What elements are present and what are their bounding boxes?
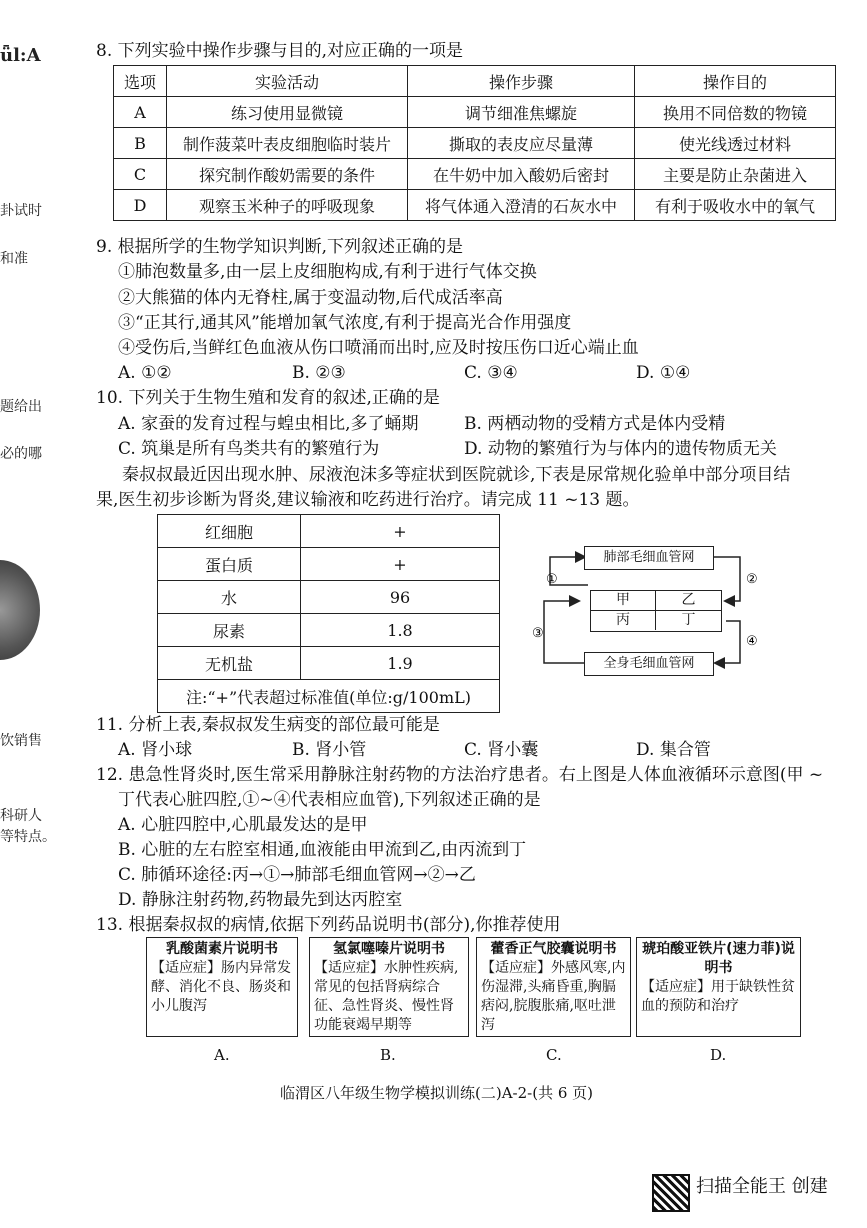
left-edge-text-3: 和准 <box>0 251 28 267</box>
case-intro-line-2: 果,医生初步诊断为肾炎,建议输液和吃药进行治疗。请完成 11 ~13 题。 <box>96 490 640 510</box>
table-cell: 换用不同倍数的物镜 <box>635 97 836 128</box>
table-cell: 无机盐 <box>158 647 301 680</box>
table-cell: 96 <box>301 581 500 614</box>
chamber-bing: 丙 <box>591 611 656 630</box>
table-row <box>114 97 836 128</box>
table-cell: 在牛奶中加入酸奶后密封 <box>408 159 635 190</box>
label-vessel-4: ④ <box>746 634 758 649</box>
option-c: C. 肾小囊 <box>464 740 539 760</box>
question-11-stem: 11. 分析上表,秦叔叔发生病变的部位最可能是 <box>96 715 440 735</box>
drug-title: 乳酸菌素片说明书 <box>166 941 278 957</box>
question-9-stem: 9. 根据所学的生物学知识判断,下列叙述正确的是 <box>96 237 464 257</box>
left-edge-text-1: ǖl:A <box>0 45 41 66</box>
drug-label-b: B. <box>380 1046 396 1064</box>
table-cell: 主要是防止杂菌进入 <box>635 159 836 190</box>
drug-title: 藿香正气胶囊说明书 <box>490 941 617 957</box>
option-a: A. ①② <box>118 363 172 383</box>
option-c: C. 筑巢是所有鸟类共有的繁殖行为 <box>118 439 380 459</box>
table-row <box>158 581 500 614</box>
drug-title: 氢氯噻嗪片说明书 <box>333 941 445 957</box>
chamber-ding: 丁 <box>681 612 696 628</box>
urine-test-table <box>157 514 500 713</box>
drug-body: 【适应症】水肿性疾病,常见的包括肾病综合征、急性肾炎、慢性肾功能衰竭早期等 <box>314 960 459 1033</box>
question-12-stem-line-2: 丁代表心脏四腔,①~④代表相应血管),下列叙述正确的是 <box>118 790 541 810</box>
header-cell: 实验活动 <box>167 66 408 97</box>
header-cell: 操作步骤 <box>408 66 635 97</box>
table-row <box>158 614 500 647</box>
label-vessel-1: ① <box>546 572 558 587</box>
left-edge-text-7: 科研人 <box>0 808 42 824</box>
table-cell: 调节细准焦螺旋 <box>408 97 635 128</box>
table-cell: A <box>114 97 167 128</box>
experiment-table <box>113 65 836 221</box>
table-cell: 探究制作酸奶需要的条件 <box>167 159 408 190</box>
statement-3: ③“正其行,通其风”能增加氧气浓度,有利于提高光合作用强度 <box>118 313 572 333</box>
heart-box <box>590 590 722 632</box>
drug-body: 【适应症】外感风寒,内伤湿滞,头痛昏重,胸膈痞闷,脘腹胀痛,呕吐泄泻 <box>481 960 626 1033</box>
table-row <box>158 515 500 548</box>
option-b: B. 心脏的左右腔室相通,血液能由甲流到乙,由丙流到丁 <box>118 840 527 860</box>
table-row <box>114 128 836 159</box>
option-d: D. ①④ <box>636 363 691 383</box>
table-cell: + <box>301 515 500 548</box>
virus-image <box>0 560 40 660</box>
drug-body: 【适应症】用于缺铁性贫血的预防和治疗 <box>641 979 795 1014</box>
table-row <box>158 548 500 581</box>
drug-card-c <box>476 937 631 1037</box>
table-cell: 水 <box>158 581 301 614</box>
option-c: C. ③④ <box>464 363 518 383</box>
question-8-stem: 8. 下列实验中操作步骤与目的,对应正确的一项是 <box>96 41 464 61</box>
label-vessel-3: ③ <box>532 626 544 641</box>
table-row <box>158 680 500 713</box>
left-edge-text-2: 卦试时 <box>0 203 42 219</box>
chamber-yi: 乙 <box>656 591 721 611</box>
table-row <box>114 190 836 221</box>
table-cell: 红细胞 <box>158 515 301 548</box>
scanner-watermark: 扫描全能王 创建 <box>696 1176 828 1197</box>
table-cell: + <box>301 548 500 581</box>
option-a: A. 肾小球 <box>118 740 193 760</box>
left-edge-text-4: 题给出 <box>0 399 42 415</box>
drug-card-b <box>309 937 469 1037</box>
table-cell: 使光线透过材料 <box>635 128 836 159</box>
drug-card-a <box>146 937 298 1037</box>
body-capillaries-box: 全身毛细血管网 <box>584 652 714 676</box>
table-header-row <box>114 66 836 97</box>
drug-label-d: D. <box>710 1046 727 1064</box>
option-b: B. 两栖动物的受精方式是体内受精 <box>464 414 726 434</box>
table-cell: 观察玉米种子的呼吸现象 <box>167 190 408 221</box>
question-10-stem: 10. 下列关于生物生殖和发育的叙述,正确的是 <box>96 388 440 408</box>
case-intro-line-1: 秦叔叔最近因出现水肿、尿液泡沫多等症状到医院就诊,下表是尿常规化验单中部分项目结 <box>122 465 791 485</box>
label-vessel-2: ② <box>746 572 758 587</box>
header-cell: 操作目的 <box>635 66 836 97</box>
drug-body: 【适应症】肠内异常发酵、消化不良、肠炎和小儿腹泻 <box>151 960 291 1014</box>
drug-label-c: C. <box>546 1046 562 1064</box>
table-cell: 练习使用显微镜 <box>167 97 408 128</box>
drug-title: 琥珀酸亚铁片(速力菲)说明书 <box>642 941 795 976</box>
page-footer: 临渭区八年级生物学模拟训练(二)A-2-(共 6 页) <box>280 1084 594 1102</box>
statement-1: ①肺泡数量多,由一层上皮细胞构成,有利于进行气体交换 <box>118 262 537 282</box>
table-row <box>114 159 836 190</box>
left-edge-text-6: 饮销售 <box>0 733 42 749</box>
question-13-stem: 13. 根据秦叔叔的病情,依据下列药品说明书(部分),你推荐使用 <box>96 915 561 935</box>
statement-4: ④受伤后,当鲜红色血液从伤口喷涌而出时,应及时按压伤口近心端止血 <box>118 338 639 358</box>
table-cell: 1.8 <box>301 614 500 647</box>
table-cell: 蛋白质 <box>158 548 301 581</box>
header-cell: 选项 <box>114 66 167 97</box>
option-a: A. 心脏四腔中,心肌最发达的是甲 <box>118 815 368 835</box>
option-c: C. 肺循环途径:丙→①→肺部毛细血管网→②→乙 <box>118 865 476 885</box>
drug-label-a: A. <box>214 1046 230 1064</box>
question-12-stem-line-1: 12. 患急性肾炎时,医生常采用静脉注射药物的方法治疗患者。右上图是人体血液循环示意图(甲 ~ <box>96 765 824 785</box>
qr-code-icon <box>652 1174 690 1212</box>
option-b: B. ②③ <box>292 363 346 383</box>
option-b: B. 肾小管 <box>292 740 367 760</box>
drug-card-d <box>636 937 801 1037</box>
table-cell: 尿素 <box>158 614 301 647</box>
table-cell: 1.9 <box>301 647 500 680</box>
table-row <box>158 647 500 680</box>
option-d: D. 动物的繁殖行为与体内的遗传物质无关 <box>464 439 777 459</box>
table-cell: 有利于吸收水中的氧气 <box>635 190 836 221</box>
lung-capillaries-box: 肺部毛细血管网 <box>584 546 714 570</box>
table-cell: 制作菠菜叶表皮细胞临时装片 <box>167 128 408 159</box>
left-edge-text-8: 等特点。 <box>0 829 56 845</box>
table-cell: B <box>114 128 167 159</box>
chamber-jia: 甲 <box>591 591 656 611</box>
statement-2: ②大熊猫的体内无脊柱,属于变温动物,后代成活率高 <box>118 288 503 308</box>
table-note: 注:“+”代表超过标准值(单位:g/100mL) <box>158 680 500 713</box>
option-d: D. 静脉注射药物,药物最先到达丙腔室 <box>118 890 403 910</box>
table-cell: 撕取的表皮应尽量薄 <box>408 128 635 159</box>
table-cell: D <box>114 190 167 221</box>
table-cell: C <box>114 159 167 190</box>
option-a: A. 家蚕的发育过程与蝗虫相比,多了蛹期 <box>118 414 419 434</box>
table-cell: 将气体通入澄清的石灰水中 <box>408 190 635 221</box>
left-edge-text-5: 必的哪 <box>0 446 42 462</box>
option-d: D. 集合管 <box>636 740 711 760</box>
